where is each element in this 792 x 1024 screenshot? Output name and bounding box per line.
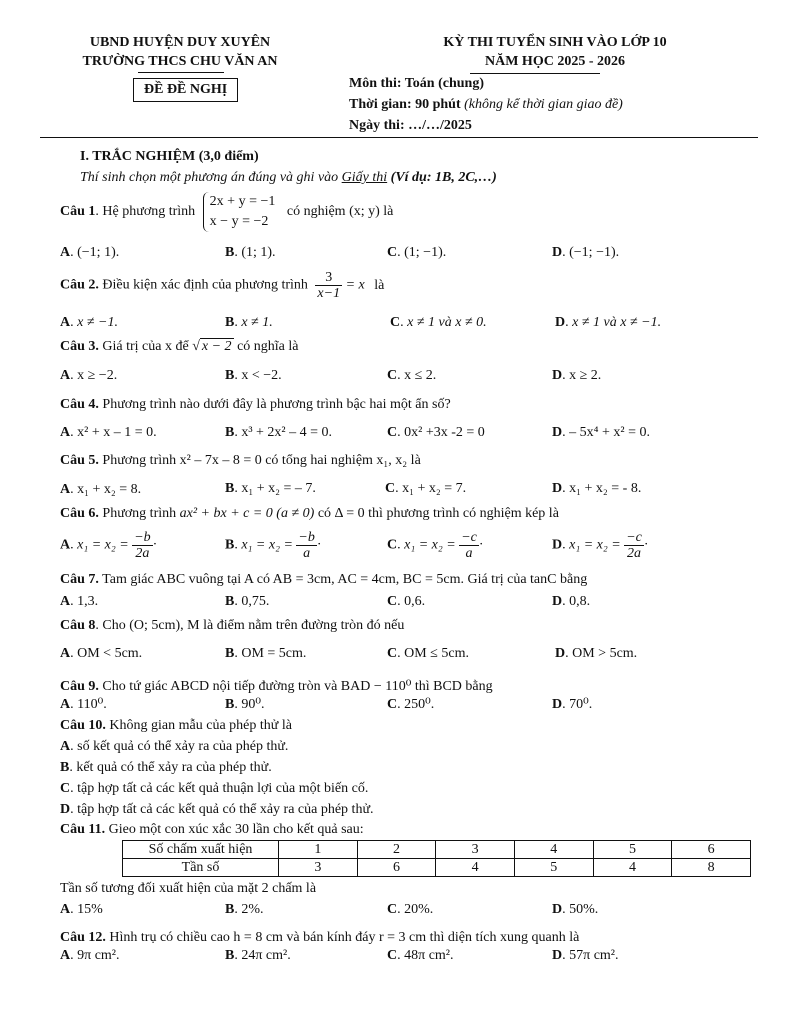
q3-label: Câu 3. bbox=[60, 339, 99, 354]
q6-option-b: B. x₁ = x₂ = $\frac{-b}{a}$ · bbox=[225, 530, 322, 561]
q11-option-b: B. 2%. bbox=[225, 902, 264, 917]
q11-option-c: C. 20%. bbox=[387, 902, 434, 917]
q1-text: . Hệ phương trình bbox=[95, 204, 196, 220]
q3-text: Giá trị của x để bbox=[102, 339, 189, 354]
q8-option-b: B. OM = 5cm. bbox=[225, 646, 307, 661]
q9-option-b: B. 90⁰. bbox=[225, 697, 265, 712]
q1-eq1: 2x + y = −1 bbox=[209, 194, 276, 209]
q2-text: Điều kiện xác định của phương trình bbox=[102, 277, 308, 293]
table-header-frequency: Tần số bbox=[123, 859, 279, 877]
q2-option-d: D. x ≠ 1 và x ≠ −1. bbox=[555, 315, 662, 330]
exam-subject: Môn thi: Toán (chung) bbox=[349, 76, 484, 91]
q1-option-d: D. (−1; −1). bbox=[552, 245, 620, 260]
q7-option-a: A. 1,3. bbox=[60, 594, 99, 609]
q2-num: 3 bbox=[315, 270, 342, 286]
q5-option-a: A. x₁ + x₂ = 8. bbox=[60, 482, 142, 497]
section-title: I. TRẮC NGHIỆM (3,0 điểm) bbox=[80, 149, 259, 164]
question-1 bbox=[60, 192, 393, 232]
q6-option-d: D. x₁ = x₂ = $\frac{-c}{2a}$ · bbox=[552, 530, 649, 561]
q3-tail: có nghĩa là bbox=[237, 339, 299, 354]
q5-option-b: B. x₁ + x₂ = – 7. bbox=[225, 481, 316, 496]
q8-option-a: A. OM < 5cm. bbox=[60, 646, 143, 661]
school-authority: UBND HUYỆN DUY XUYÊN bbox=[89, 35, 271, 50]
q10-option-a: A. số kết quả có thể xảy ra của phép thử. bbox=[60, 739, 289, 754]
q12-option-d: D. 57π cm². bbox=[552, 948, 619, 963]
q9-option-a: A. 110⁰. bbox=[60, 697, 107, 712]
q5-option-d: D. x₁ + x₂ = - 8. bbox=[552, 481, 642, 496]
q1-option-b: B. (1; 1). bbox=[225, 245, 276, 260]
table-cell: 5 bbox=[593, 841, 672, 859]
q1-label: Câu 1 bbox=[60, 204, 96, 220]
table-row-faces bbox=[123, 841, 751, 859]
question-10: Câu 10. Không gian mẫu của phép thử là bbox=[60, 718, 292, 733]
q1-eq2: x − y = −2 bbox=[209, 214, 269, 229]
q7-option-c: C. 0,6. bbox=[387, 594, 426, 609]
q1-tail: có nghiệm (x; y) là bbox=[286, 204, 394, 220]
table-cell: 4 bbox=[593, 859, 672, 877]
q4-option-d: D. – 5x⁴ + x² = 0. bbox=[552, 425, 650, 440]
table-cell: 8 bbox=[672, 859, 751, 877]
question-7: Câu 7. Tam giác ABC vuông tại A có AB = 3cm, AC = 4cm, BC = 5cm. Giá trị của tanC bằng bbox=[60, 572, 588, 587]
q2-option-b: B. x ≠ 1. bbox=[225, 315, 273, 330]
q1-option-a: A. (−1; 1). bbox=[60, 245, 120, 260]
exam-title: KỲ THI TUYỂN SINH VÀO LỚP 10 bbox=[443, 35, 667, 50]
q10-option-b: B. kết quả có thể xảy ra của phép thử. bbox=[60, 760, 272, 775]
table-cell: 4 bbox=[514, 841, 593, 859]
proposal-badge: ĐỀ ĐỀ NGHỊ bbox=[133, 78, 238, 102]
q2-fraction bbox=[315, 270, 342, 301]
q4-option-c: C. 0x² +3x -2 = 0 bbox=[387, 425, 485, 440]
table-cell: 3 bbox=[279, 859, 358, 877]
q2-eq: = x bbox=[345, 277, 365, 293]
school-year: NĂM HỌC 2025 - 2026 bbox=[485, 54, 625, 69]
table-cell: 4 bbox=[436, 859, 515, 877]
q2-option-a: A. x ≠ −1. bbox=[60, 315, 118, 330]
instruction-text: Thí sinh chọn một phương án đúng và ghi vào bbox=[80, 170, 339, 185]
q3-sqrt: √ x − 2 bbox=[192, 339, 232, 354]
question-11: Câu 11. Gieo một con xúc xắc 30 lần cho kết quả sau: bbox=[60, 822, 364, 837]
question-2 bbox=[60, 270, 384, 301]
exam-time-value: Thời gian: 90 phút bbox=[349, 97, 461, 112]
exam-date: Ngày thi: …/…/2025 bbox=[349, 118, 472, 133]
q10-option-c: C. tập hợp tất cả các kết quả thuận lợi của một biến cố. bbox=[60, 781, 369, 796]
q1-system bbox=[203, 192, 276, 232]
q12-option-b: B. 24π cm². bbox=[225, 948, 291, 963]
table-cell: 2 bbox=[357, 841, 436, 859]
instruction-example: (Ví dụ: 1B, 2C,…) bbox=[390, 170, 497, 185]
table-cell: 3 bbox=[436, 841, 515, 859]
question-12: Câu 12. Hình trụ có chiều cao h = 8 cm và bán kính đáy r = 3 cm thì diện tích xung quanh là bbox=[60, 930, 580, 945]
q3-option-d: D. x ≥ 2. bbox=[552, 368, 602, 383]
year-underline bbox=[470, 73, 600, 74]
q1-option-c: C. (1; −1). bbox=[387, 245, 447, 260]
q6-option-a: A. x₁ = x₂ = $\frac{-b}{2a}$ · bbox=[60, 530, 158, 561]
q12-option-a: A. 9π cm². bbox=[60, 948, 120, 963]
q2-den: x−1 bbox=[317, 286, 341, 301]
q2-option-c: C. x ≠ 1 và x ≠ 0. bbox=[390, 315, 487, 330]
q3-option-a: A. x ≥ −2. bbox=[60, 368, 118, 383]
question-9: Câu 9. Cho tứ giác ABCD nội tiếp đường tròn và BAD − 110⁰ thì BCD bằng bbox=[60, 679, 493, 694]
table-row-frequency bbox=[123, 859, 751, 877]
question-6: Câu 6. Phương trình ax² + bx + c = 0 (a ≠ 0) có Δ = 0 thì phương trình có nghiệm kép là bbox=[60, 506, 559, 521]
table-header-faces: Số chấm xuất hiện bbox=[123, 841, 279, 859]
q8-option-d: D. OM > 5cm. bbox=[555, 646, 638, 661]
exam-time bbox=[349, 97, 623, 113]
q6-option-c: C. x₁ = x₂ = $\frac{-c}{a}$ · bbox=[387, 530, 484, 561]
q11-option-a: A. 15% bbox=[60, 902, 103, 917]
q6-equation: ax² + bx + c = 0 (a ≠ 0) bbox=[179, 506, 315, 521]
q3-option-b: B. x < −2. bbox=[225, 368, 282, 383]
q4-option-a: A. x² + x – 1 = 0. bbox=[60, 425, 157, 440]
q2-label: Câu 2. bbox=[60, 277, 99, 293]
header-divider bbox=[40, 137, 758, 138]
q10-option-d: D. tập hợp tất cả các kết quả có thể xảy ra của phép thử. bbox=[60, 802, 374, 817]
q2-tail: là bbox=[374, 277, 385, 293]
q9-option-c: C. 250⁰. bbox=[387, 697, 435, 712]
q3-radicand: x − 2 bbox=[201, 339, 232, 354]
dice-frequency-table bbox=[122, 840, 751, 877]
q5-option-c: C. x₁ + x₂ = 7. bbox=[385, 481, 467, 496]
instruction-answer-sheet: Giấy thi bbox=[341, 170, 388, 185]
table-cell: 6 bbox=[672, 841, 751, 859]
table-cell: 5 bbox=[514, 859, 593, 877]
q3-option-c: C. x ≤ 2. bbox=[387, 368, 437, 383]
q11-option-d: D. 50%. bbox=[552, 902, 599, 917]
table-cell: 1 bbox=[279, 841, 358, 859]
q9-option-d: D. 70⁰. bbox=[552, 697, 593, 712]
q7-option-d: D. 0,8. bbox=[552, 594, 591, 609]
section-instruction bbox=[80, 170, 497, 186]
q8-option-c: C. OM ≤ 5cm. bbox=[387, 646, 469, 661]
question-4: Câu 4. Phương trình nào dưới đây là phương trình bậc hai một ẩn số? bbox=[60, 397, 451, 412]
question-3 bbox=[60, 339, 298, 355]
q12-option-c: C. 48π cm². bbox=[387, 948, 454, 963]
q4-option-b: B. x³ + 2x² – 4 = 0. bbox=[225, 425, 333, 440]
question-5: Câu 5. Phương trình x² – 7x – 8 = 0 có tổng hai nghiệm x₁, x₂ là bbox=[60, 453, 421, 468]
question-8: Câu 8. Cho (O; 5cm), M là điểm nằm trên đường tròn đó nếu bbox=[60, 618, 405, 633]
school-name: TRƯỜNG THCS CHU VĂN AN bbox=[82, 54, 278, 69]
q11-question: Tần số tương đối xuất hiện của mặt 2 chấm là bbox=[60, 881, 317, 896]
school-underline bbox=[138, 72, 224, 73]
table-cell: 6 bbox=[357, 859, 436, 877]
exam-time-note: (không kể thời gian giao đề) bbox=[464, 97, 623, 112]
q7-option-b: B. 0,75. bbox=[225, 594, 270, 609]
